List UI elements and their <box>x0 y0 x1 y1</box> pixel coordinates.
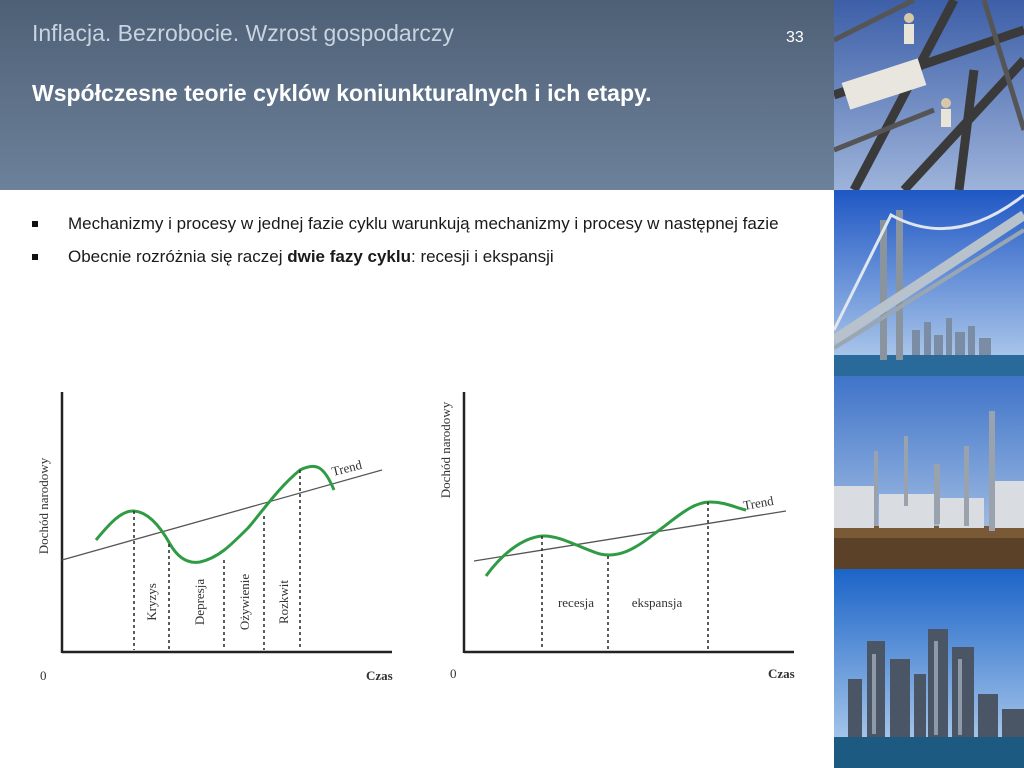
slide-title: Współczesne teorie cyklów koniunkturalnych i ich etapy. <box>32 80 652 106</box>
x-axis-label: Czas <box>366 668 393 683</box>
photo-strip <box>834 0 1024 768</box>
phase-label-rozkwit: Rozkwit <box>276 579 291 625</box>
phase-label-ekspansja: ekspansja <box>631 595 683 610</box>
phase-label-recesja: recesja <box>557 595 595 610</box>
bullet-text-pre: Obecnie rozróżnia się raczej <box>68 247 288 266</box>
bullet-square-icon <box>32 254 38 260</box>
slide-header <box>0 0 834 190</box>
construction-workers-photo <box>834 0 1024 190</box>
origin-label: 0 <box>40 668 47 683</box>
trend-line <box>62 470 382 560</box>
y-axis-label: Dochód narodowy <box>438 401 453 499</box>
x-axis-label: Czas <box>768 666 795 681</box>
trend-label: Trend <box>330 456 364 479</box>
cycle-curve <box>486 502 746 576</box>
phase-label-kryzys: Kryzys <box>144 583 159 621</box>
lecture-subject: Inflacja. Bezrobocie. Wzrost gospodarczy <box>32 20 454 46</box>
bullet-square-icon <box>32 221 38 227</box>
trend-line <box>474 511 786 561</box>
bullet-text-bold: dwie fazy cyklu <box>287 247 411 266</box>
bullet-item <box>30 212 810 236</box>
four-phase-cycle-diagram <box>30 378 410 693</box>
slide-number: 33 <box>786 29 804 46</box>
cycle-curve <box>96 466 334 562</box>
phase-label-ozywienie: Ożywienie <box>237 573 252 631</box>
two-phase-cycle-diagram <box>430 378 810 693</box>
refinery-photo <box>834 376 1024 569</box>
bullet-list <box>30 212 810 278</box>
y-axis-label: Dochód narodowy <box>36 457 51 555</box>
trend-label: Trend <box>741 492 775 513</box>
suspension-bridge-photo <box>834 190 1024 376</box>
origin-label: 0 <box>450 666 457 681</box>
bullet-item <box>30 245 810 269</box>
bullet-text: Mechanizmy i procesy w jednej fazie cyklu warunkują mechanizmy i procesy w następnej fazie <box>68 214 779 233</box>
city-skyline-photo <box>834 569 1024 768</box>
phase-label-depresja: Depresja <box>192 578 207 626</box>
bullet-text-post: : recesji i ekspansji <box>411 247 554 266</box>
